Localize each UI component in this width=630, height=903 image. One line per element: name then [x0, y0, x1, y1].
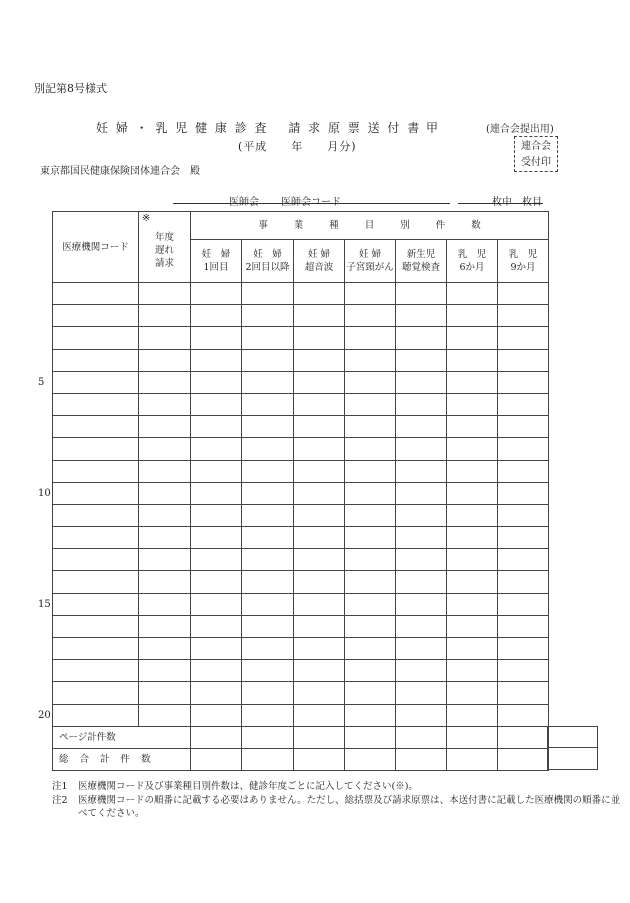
count-input-cell[interactable] [396, 349, 447, 371]
late-claim-cell[interactable] [139, 549, 191, 571]
category-line2: 1回目 [203, 262, 229, 273]
form-title-suffix: 甲 [426, 121, 439, 135]
table-row [53, 615, 549, 637]
category-line1: 妊 婦 [201, 249, 231, 260]
late-claim-cell[interactable] [139, 704, 191, 726]
count-input-cell[interactable] [498, 549, 549, 571]
code-input-cell[interactable] [53, 416, 139, 438]
count-input-cell[interactable] [345, 615, 396, 637]
count-input-cell[interactable] [447, 327, 498, 349]
table-row [53, 549, 549, 571]
count-input-cell[interactable] [345, 416, 396, 438]
count-input-cell[interactable] [294, 416, 345, 438]
total-input-cell[interactable] [345, 726, 396, 748]
category-line1: 妊 婦 [253, 249, 282, 260]
count-input-cell[interactable] [447, 704, 498, 726]
count-input-cell[interactable] [242, 349, 294, 371]
count-input-cell[interactable] [498, 460, 549, 482]
ishikai-field[interactable]: 医師会 [229, 197, 259, 208]
code-input-cell[interactable] [53, 504, 139, 526]
count-input-cell[interactable] [447, 504, 498, 526]
count-input-cell[interactable] [191, 638, 242, 660]
count-input-cell[interactable] [396, 438, 447, 460]
count-input-cell[interactable] [498, 371, 549, 393]
category-line2: 超音波 [304, 262, 334, 273]
late-claim-cell[interactable] [139, 660, 191, 682]
code-input-cell[interactable] [53, 682, 139, 704]
category-line2: 子宮頸がん [346, 262, 394, 273]
table-row [53, 682, 549, 704]
count-input-cell[interactable] [498, 305, 549, 327]
period-field[interactable]: (平成 年 月分) [238, 140, 357, 153]
count-input-cell[interactable] [345, 371, 396, 393]
count-input-cell[interactable] [396, 305, 447, 327]
code-input-cell[interactable] [53, 571, 139, 593]
count-input-cell[interactable] [498, 349, 549, 371]
count-input-cell[interactable] [345, 393, 396, 415]
count-input-cell[interactable] [294, 504, 345, 526]
count-input-cell[interactable] [345, 438, 396, 460]
count-input-cell[interactable] [345, 682, 396, 704]
table-row [53, 482, 549, 504]
note-label: 注1 [52, 781, 68, 792]
sheet-count-field[interactable]: 枚中 枚目 [492, 197, 542, 208]
count-input-cell[interactable] [447, 305, 498, 327]
late-claim-cell[interactable] [139, 305, 191, 327]
count-input-cell[interactable] [345, 660, 396, 682]
count-input-cell[interactable] [242, 393, 294, 415]
code-input-cell[interactable] [53, 482, 139, 504]
count-input-cell[interactable] [447, 571, 498, 593]
late-claim-cell[interactable] [139, 371, 191, 393]
row-number: 15 [38, 599, 51, 610]
row-number: 10 [38, 488, 51, 499]
count-input-cell[interactable] [191, 438, 242, 460]
note-1 [52, 780, 622, 793]
count-input-cell[interactable] [191, 460, 242, 482]
count-input-cell[interactable] [345, 704, 396, 726]
count-input-cell[interactable] [447, 527, 498, 549]
late-claim-cell[interactable] [139, 571, 191, 593]
late-claim-cell[interactable] [139, 482, 191, 504]
table-row [53, 371, 549, 393]
count-input-cell[interactable] [242, 549, 294, 571]
count-input-cell[interactable] [242, 571, 294, 593]
code-input-cell[interactable] [53, 371, 139, 393]
table-row [53, 327, 549, 349]
late-claim-cell[interactable] [139, 327, 191, 349]
count-input-cell[interactable] [447, 549, 498, 571]
header-code: 医療機関コード [53, 212, 139, 283]
count-input-cell[interactable] [396, 571, 447, 593]
category-line2: 6か月 [459, 262, 485, 273]
late-line2: 遅れ [154, 244, 174, 256]
code-input-cell[interactable] [53, 660, 139, 682]
page-total-label: ページ計件数 [53, 726, 191, 748]
table-row [53, 504, 549, 526]
total-input-cell[interactable] [242, 726, 294, 748]
header-category [242, 240, 294, 283]
total-input-cell[interactable] [294, 726, 345, 748]
count-input-cell[interactable] [498, 438, 549, 460]
count-input-cell[interactable] [498, 283, 549, 305]
table-row [53, 393, 549, 415]
category-line1: 乳 児 [457, 249, 487, 260]
count-input-cell[interactable] [191, 283, 242, 305]
table-row [53, 704, 549, 726]
submit-use-label: (連合会提出用) [486, 124, 554, 135]
code-input-cell[interactable] [53, 615, 139, 637]
table-row [53, 527, 549, 549]
count-input-cell[interactable] [396, 482, 447, 504]
code-input-cell[interactable] [53, 393, 139, 415]
note-2 [52, 794, 622, 820]
header-category [294, 240, 345, 283]
table-row [53, 438, 549, 460]
count-input-cell[interactable] [242, 283, 294, 305]
count-input-cell[interactable] [294, 571, 345, 593]
count-input-cell[interactable] [294, 549, 345, 571]
count-input-cell[interactable] [396, 682, 447, 704]
count-input-cell[interactable] [242, 416, 294, 438]
count-input-cell[interactable] [498, 571, 549, 593]
total-input-cell[interactable] [242, 748, 294, 770]
count-input-cell[interactable] [191, 482, 242, 504]
category-line2: 聴覚検査 [401, 262, 440, 273]
count-input-cell[interactable] [345, 638, 396, 660]
count-input-cell[interactable] [447, 460, 498, 482]
count-input-cell[interactable] [447, 482, 498, 504]
count-input-cell[interactable] [191, 682, 242, 704]
count-input-cell[interactable] [294, 349, 345, 371]
table-row [53, 305, 549, 327]
count-input-cell[interactable] [345, 571, 396, 593]
total-input-cell[interactable] [191, 748, 242, 770]
note-text: 医療機関コードの順番に記載する必要はありません。ただし、総括票及び請求原票は、本送付書に記載した医療機関の順番に並べてください。 [78, 795, 621, 819]
count-input-cell[interactable] [191, 371, 242, 393]
count-input-cell[interactable] [345, 593, 396, 615]
category-line2: 2回目以降 [245, 262, 290, 273]
late-claim-cell[interactable] [139, 593, 191, 615]
count-input-cell[interactable] [191, 305, 242, 327]
count-input-cell[interactable] [191, 416, 242, 438]
count-input-cell[interactable] [396, 638, 447, 660]
grand-total-extra-box[interactable] [547, 747, 598, 770]
count-input-cell[interactable] [294, 615, 345, 637]
count-input-cell[interactable] [345, 349, 396, 371]
count-input-cell[interactable] [294, 482, 345, 504]
reception-stamp-box [514, 136, 558, 172]
count-input-cell[interactable] [396, 549, 447, 571]
count-input-cell[interactable] [191, 593, 242, 615]
code-input-cell[interactable] [53, 349, 139, 371]
ishikai-code-field[interactable]: 医師会コード [281, 197, 341, 208]
count-input-cell[interactable] [242, 615, 294, 637]
count-input-cell[interactable] [191, 349, 242, 371]
count-input-cell[interactable] [498, 416, 549, 438]
count-input-cell[interactable] [294, 527, 345, 549]
count-input-cell[interactable] [345, 460, 396, 482]
count-input-cell[interactable] [396, 393, 447, 415]
count-input-cell[interactable] [396, 327, 447, 349]
table-row [53, 416, 549, 438]
count-input-cell[interactable] [345, 327, 396, 349]
total-input-cell[interactable] [191, 726, 242, 748]
count-input-cell[interactable] [396, 593, 447, 615]
count-input-cell[interactable] [294, 393, 345, 415]
count-input-cell[interactable] [294, 305, 345, 327]
total-input-cell[interactable] [396, 726, 447, 748]
count-input-cell[interactable] [191, 327, 242, 349]
grand-total-row [53, 748, 549, 770]
count-input-cell[interactable] [447, 393, 498, 415]
count-input-cell[interactable] [447, 593, 498, 615]
count-input-cell[interactable] [242, 638, 294, 660]
count-input-cell[interactable] [242, 482, 294, 504]
total-input-cell[interactable] [447, 726, 498, 748]
count-input-cell[interactable] [294, 660, 345, 682]
count-input-cell[interactable] [242, 704, 294, 726]
count-input-cell[interactable] [294, 460, 345, 482]
count-input-cell[interactable] [294, 327, 345, 349]
count-input-cell[interactable] [242, 660, 294, 682]
count-input-cell[interactable] [498, 704, 549, 726]
count-input-cell[interactable] [396, 704, 447, 726]
late-claim-cell[interactable] [139, 283, 191, 305]
count-input-cell[interactable] [242, 305, 294, 327]
late-claim-mark: ※ [142, 213, 151, 224]
count-input-cell[interactable] [242, 682, 294, 704]
count-input-cell[interactable] [396, 416, 447, 438]
table-row [53, 460, 549, 482]
count-input-cell[interactable] [447, 349, 498, 371]
count-input-cell[interactable] [191, 571, 242, 593]
code-input-cell[interactable] [53, 283, 139, 305]
recipient: 東京都国民健康保険団体連合会 殿 [40, 166, 200, 177]
total-input-cell[interactable] [294, 748, 345, 770]
code-input-cell[interactable] [53, 549, 139, 571]
count-input-cell[interactable] [447, 416, 498, 438]
count-input-cell[interactable] [294, 704, 345, 726]
count-input-cell[interactable] [447, 682, 498, 704]
code-input-cell[interactable] [53, 438, 139, 460]
category-line2: 9か月 [510, 262, 536, 273]
count-input-cell[interactable] [396, 283, 447, 305]
late-line3: 請求 [154, 257, 174, 269]
late-line1: 年度 [154, 231, 174, 243]
count-input-cell[interactable] [447, 371, 498, 393]
category-line1: 新生児 [406, 249, 436, 260]
count-input-cell[interactable] [498, 593, 549, 615]
count-input-cell[interactable] [498, 660, 549, 682]
count-input-cell[interactable] [396, 527, 447, 549]
table-row [53, 593, 549, 615]
count-input-cell[interactable] [498, 615, 549, 637]
late-claim-cell[interactable] [139, 416, 191, 438]
late-claim-cell[interactable] [139, 682, 191, 704]
total-input-cell[interactable] [447, 748, 498, 770]
count-input-cell[interactable] [345, 482, 396, 504]
count-input-cell[interactable] [447, 660, 498, 682]
header-category [191, 240, 242, 283]
table-row [53, 638, 549, 660]
header-category [396, 240, 447, 283]
count-input-cell[interactable] [345, 283, 396, 305]
count-input-cell[interactable] [294, 593, 345, 615]
header-category-title: 事業種目別件数 [191, 212, 549, 240]
count-input-cell[interactable] [396, 504, 447, 526]
late-claim-cell[interactable] [139, 349, 191, 371]
category-line1: 乳 児 [508, 249, 538, 260]
header-category [345, 240, 396, 283]
count-input-cell[interactable] [242, 504, 294, 526]
count-input-cell[interactable] [191, 615, 242, 637]
table-row [53, 571, 549, 593]
count-input-cell[interactable] [242, 438, 294, 460]
count-input-cell[interactable] [294, 682, 345, 704]
count-input-cell[interactable] [294, 638, 345, 660]
header-category [447, 240, 498, 283]
category-line1: 妊 婦 [307, 249, 331, 260]
late-claim-cell[interactable] [139, 460, 191, 482]
count-input-cell[interactable] [242, 527, 294, 549]
count-input-cell[interactable] [396, 460, 447, 482]
count-input-cell[interactable] [498, 504, 549, 526]
total-input-cell[interactable] [396, 748, 447, 770]
note-text: 医療機関コード及び事業種目別件数は、健診年度ごとに記入してください(※)。 [78, 781, 418, 792]
count-input-cell[interactable] [498, 482, 549, 504]
table-row [53, 660, 549, 682]
count-input-cell[interactable] [191, 704, 242, 726]
note-label: 注2 [52, 795, 68, 806]
form-number: 別記第8号様式 [34, 82, 107, 95]
code-input-cell[interactable] [53, 460, 139, 482]
count-input-cell[interactable] [294, 371, 345, 393]
late-claim-cell[interactable] [139, 527, 191, 549]
count-input-cell[interactable] [498, 682, 549, 704]
count-input-cell[interactable] [498, 327, 549, 349]
count-input-cell[interactable] [242, 460, 294, 482]
count-input-cell[interactable] [345, 305, 396, 327]
late-claim-cell[interactable] [139, 615, 191, 637]
code-input-cell[interactable] [53, 593, 139, 615]
row-number: 20 [38, 710, 51, 721]
grand-total-label: 総 合 計 件 数 [53, 748, 191, 770]
code-input-cell[interactable] [53, 638, 139, 660]
count-input-cell[interactable] [447, 283, 498, 305]
row-number: 5 [38, 377, 45, 388]
count-input-cell[interactable] [396, 371, 447, 393]
page-total-row [53, 726, 549, 748]
count-input-cell[interactable] [447, 638, 498, 660]
total-input-cell[interactable] [345, 748, 396, 770]
count-input-cell[interactable] [498, 638, 549, 660]
form-title: 妊 婦 ・ 乳 児 健 康 診 査 請 求 原 票 送 付 書 [96, 121, 422, 135]
count-input-cell[interactable] [242, 327, 294, 349]
count-input-cell[interactable] [447, 438, 498, 460]
total-input-cell[interactable] [498, 748, 549, 770]
count-input-cell[interactable] [345, 527, 396, 549]
count-input-cell[interactable] [294, 283, 345, 305]
header-category [498, 240, 549, 283]
table-row [53, 349, 549, 371]
late-claim-cell[interactable] [139, 438, 191, 460]
late-claim-cell[interactable] [139, 504, 191, 526]
late-claim-cell[interactable] [139, 393, 191, 415]
count-input-cell[interactable] [447, 615, 498, 637]
count-input-cell[interactable] [191, 660, 242, 682]
header-late-claim [139, 212, 191, 283]
count-input-cell[interactable] [294, 438, 345, 460]
count-input-cell[interactable] [345, 504, 396, 526]
count-input-cell[interactable] [498, 393, 549, 415]
code-input-cell[interactable] [53, 527, 139, 549]
late-claim-cell[interactable] [139, 638, 191, 660]
count-input-cell[interactable] [345, 549, 396, 571]
code-input-cell[interactable] [53, 305, 139, 327]
code-input-cell[interactable] [53, 704, 139, 726]
table-row [53, 283, 549, 305]
count-input-cell[interactable] [396, 615, 447, 637]
count-input-cell[interactable] [242, 371, 294, 393]
count-input-cell[interactable] [498, 527, 549, 549]
code-input-cell[interactable] [53, 327, 139, 349]
count-input-cell[interactable] [191, 527, 242, 549]
count-input-cell[interactable] [396, 660, 447, 682]
count-input-cell[interactable] [242, 593, 294, 615]
count-table [52, 211, 549, 771]
total-input-cell[interactable] [498, 726, 549, 748]
count-input-cell[interactable] [191, 393, 242, 415]
category-line1: 妊 婦 [358, 249, 382, 260]
count-input-cell[interactable] [191, 549, 242, 571]
stamp-line2: 受付印 [521, 157, 551, 168]
count-input-cell[interactable] [191, 504, 242, 526]
stamp-line1: 連合会 [521, 141, 551, 152]
page-total-extra-box[interactable] [547, 726, 598, 748]
